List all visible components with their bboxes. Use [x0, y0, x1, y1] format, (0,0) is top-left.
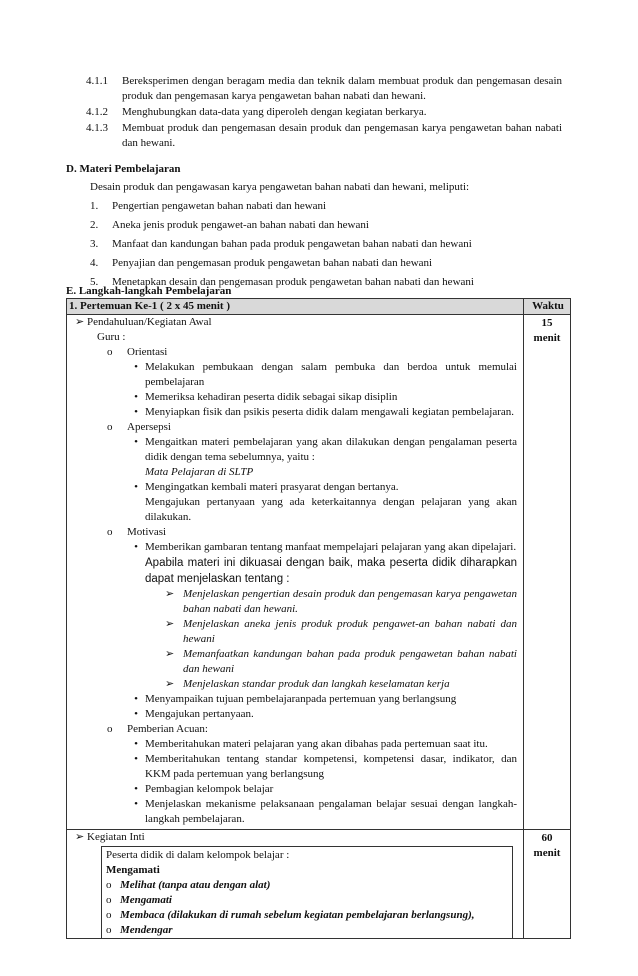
section-d-list	[90, 199, 550, 294]
list-item	[127, 752, 517, 782]
list-item	[90, 199, 550, 218]
list-item	[127, 480, 517, 525]
objective-text: Menghubungkan data-data yang diperoleh dengan kegiatan berkarya.	[122, 106, 427, 118]
orientasi-list	[73, 360, 517, 420]
list-item-number: 5.	[90, 276, 99, 288]
list-item-text: Penyajian dan pengemasan produk pengawetan bahan nabati dan hewani	[112, 257, 433, 269]
mengamati-heading: Mengamati	[106, 864, 160, 876]
objective-item	[86, 105, 562, 120]
inti-inner-box	[101, 846, 513, 938]
objective-number: 4.1.2	[86, 106, 108, 118]
list-item-text: Memanfaatkan kandungan bahan pada produk pengawetan bahan nabati dan hewani	[183, 648, 517, 675]
list-item-text: Mengajukan pertanyaan.	[145, 708, 254, 720]
dot-bullet-icon: •	[134, 738, 138, 750]
table-header-time: Waktu	[524, 299, 571, 315]
arrow-bullet-icon: ➢	[165, 618, 175, 630]
list-item	[106, 923, 508, 938]
orientasi-heading	[73, 345, 517, 360]
list-item-number: 2.	[90, 219, 99, 231]
list-item	[127, 692, 517, 707]
table-header-main: 1. Pertemuan Ke-1 ( 2 x 45 menit )	[67, 299, 524, 315]
circle-bullet-icon: o	[107, 526, 113, 538]
motivasi-list	[73, 540, 517, 587]
list-item-text	[145, 435, 517, 480]
motivasi-title: Motivasi	[127, 526, 167, 538]
inti-title: Kegiatan Inti	[87, 831, 145, 843]
dot-bullet-icon: •	[134, 481, 138, 493]
list-item	[106, 878, 508, 893]
list-item-text: Melakukan pembukaan dengan salam pembuka dan berdoa untuk memulai pembelajaran	[145, 361, 517, 388]
guru-label: Guru :	[97, 331, 126, 343]
list-item-text: Menjelaskan standar produk dan langkah keselamatan kerja	[183, 678, 450, 690]
list-item	[127, 707, 517, 722]
list-item-text: Menjelaskan aneka jenis produk produk pengawet-an bahan nabati dan hewani	[183, 618, 517, 645]
list-item	[90, 237, 550, 256]
list-item	[127, 390, 517, 405]
dot-bullet-icon: •	[134, 693, 138, 705]
list-item	[127, 435, 517, 480]
objective-text: Bereksperimen dengan beragam media dan teknik dalam membuat produk dan pengemasan desain produk dan pengemasan karya pengawetan bahan nabati dan hewani.	[122, 75, 562, 102]
apersepsi-b1-text: Mengaitkan materi pembelajaran yang akan dilakukan dengan pengalaman peserta didik dengan tema sebelumnya, yaitu :	[145, 436, 517, 463]
list-item-text: Menyiapkan fisik dan psikis peserta didik dalam mengawali kegiatan pembelajaran.	[145, 406, 514, 418]
list-item	[106, 893, 508, 908]
objective-item	[86, 74, 562, 104]
list-item	[127, 797, 517, 827]
circle-bullet-icon: o	[107, 346, 113, 358]
list-item	[73, 587, 517, 617]
motivasi-list-2	[73, 692, 517, 722]
dot-bullet-icon: •	[134, 798, 138, 810]
list-item-text: Memberitahukan tentang standar kompetensi, kompetensi dasar, indikator, dan KKM pada pertemuan yang berlangsung	[145, 753, 517, 780]
pendahuluan-time-cell	[524, 315, 571, 830]
list-item-number: 3.	[90, 238, 99, 250]
objective-number: 4.1.3	[86, 122, 108, 134]
inti-heading	[73, 830, 517, 845]
list-item	[127, 360, 517, 390]
list-item	[73, 647, 517, 677]
arrow-bullet-icon: ➢	[75, 316, 85, 328]
apersepsi-list	[73, 435, 517, 525]
list-item	[90, 256, 550, 275]
apersepsi-heading	[73, 420, 517, 435]
list-item-text: Aneka jenis produk pengawet-an bahan nabati dan hewani	[112, 219, 369, 231]
apersepsi-b2-extra: Mengajukan pertanyaan yang ada keterkaitannya dengan pelajaran yang akan dilakukan.	[145, 496, 517, 523]
motivasi-sub-list	[73, 587, 517, 692]
objectives-list	[86, 74, 562, 152]
dot-bullet-icon: •	[134, 753, 138, 765]
list-item-number: 1.	[90, 200, 99, 212]
circle-bullet-icon: o	[106, 909, 112, 921]
pendahuluan-cell	[67, 315, 524, 830]
list-item	[106, 908, 508, 923]
list-item-text: Pengertian pengawetan bahan nabati dan hewani	[112, 200, 327, 212]
list-item-text: Menjelaskan pengertian desain produk dan pengemasan karya pengawetan bahan nabati dan hewani.	[183, 588, 517, 615]
arrow-bullet-icon: ➢	[165, 648, 175, 660]
dot-bullet-icon: •	[134, 361, 138, 373]
table-row	[67, 830, 571, 939]
list-item-text: Melihat (tanpa atau dengan alat)	[120, 879, 271, 891]
table-header-row	[67, 299, 571, 315]
list-item-text: Pembagian kelompok belajar	[145, 783, 274, 795]
apersepsi-b2-text: Mengingatkan kembali materi prasyarat dengan bertanya.	[145, 481, 399, 493]
arrow-bullet-icon: ➢	[75, 831, 85, 843]
motivasi-b1-text: Memberikan gambaran tentang manfaat mempelajari pelajaran yang akan dipelajari.	[145, 541, 517, 553]
orientasi-title: Orientasi	[127, 346, 168, 358]
dot-bullet-icon: •	[134, 391, 138, 403]
time-unit: menit	[533, 847, 561, 859]
time-value: 15	[541, 317, 553, 329]
list-item-text: Menetapkan desain dan pengemasan produk pengawetan bahan nabati dan hewani	[112, 276, 474, 288]
dot-bullet-icon: •	[134, 406, 138, 418]
objective-text: Membuat produk dan pengemasan desain produk dan pengemasan karya pengawetan bahan nabati dan hewani.	[122, 122, 562, 149]
arrow-bullet-icon: ➢	[165, 588, 175, 600]
acuan-list	[73, 737, 517, 827]
list-item	[127, 540, 517, 587]
motivasi-b1-extra: Apabila materi ini dikuasai dengan baik, maka peserta didik diharapkan dapat menjelaskan tentang :	[145, 557, 517, 585]
dot-bullet-icon: •	[134, 783, 138, 795]
circle-bullet-icon: o	[106, 879, 112, 891]
list-item-text: Menyampaikan tujuan pembelajaranpada pertemuan yang berlangsung	[145, 693, 457, 705]
dot-bullet-icon: •	[134, 541, 138, 553]
pendahuluan-heading	[73, 315, 517, 330]
list-item-text	[145, 540, 517, 587]
time-value: 60	[541, 832, 553, 844]
inti-cell	[67, 830, 524, 939]
list-item	[90, 218, 550, 237]
list-item-text	[145, 480, 517, 525]
arrow-bullet-icon: ➢	[165, 678, 175, 690]
objective-number: 4.1.1	[86, 75, 108, 87]
section-d-title: D. Materi Pembelajaran	[66, 163, 181, 175]
learning-steps-table	[66, 298, 571, 939]
pendahuluan-title: Pendahuluan/Kegiatan Awal	[87, 316, 212, 328]
dot-bullet-icon: •	[134, 436, 138, 448]
circle-bullet-icon: o	[107, 421, 113, 433]
inti-intro: Peserta didik di dalam kelompok belajar :	[106, 849, 290, 861]
circle-bullet-icon: o	[106, 894, 112, 906]
circle-bullet-icon: o	[106, 924, 112, 936]
list-item	[127, 737, 517, 752]
apersepsi-title: Apersepsi	[127, 421, 171, 433]
motivasi-heading	[73, 525, 517, 540]
list-item-text: Memberitahukan materi pelajaran yang akan dibahas pada pertemuan saat itu.	[145, 738, 488, 750]
list-item-text: Memeriksa kehadiran peserta didik sebagai sikap disiplin	[145, 391, 398, 403]
circle-bullet-icon: o	[107, 723, 113, 735]
list-item	[73, 617, 517, 647]
list-item-text: Mendengar	[120, 924, 173, 936]
objective-item	[86, 121, 562, 151]
list-item	[127, 405, 517, 420]
list-item-text: Menjelaskan mekanisme pelaksanaan pengalaman belajar sesuai dengan langkah-langkah pembelajaran.	[145, 798, 517, 825]
inti-time-cell	[524, 830, 571, 939]
list-item	[127, 782, 517, 797]
list-item-number: 4.	[90, 257, 99, 269]
table-row	[67, 315, 571, 830]
list-item	[73, 677, 517, 692]
list-item-text: Manfaat dan kandungan bahan pada produk pengawetan bahan nabati dan hewani	[112, 238, 472, 250]
acuan-heading	[73, 722, 517, 737]
section-d-intro: Desain produk dan pengawasan karya pengawetan bahan nabati dan hewani, meliputi:	[90, 181, 470, 193]
time-unit: menit	[533, 332, 561, 344]
dot-bullet-icon: •	[134, 708, 138, 720]
section-e-title: E. Langkah-langkah Pembelajaran	[66, 285, 232, 297]
list-item-text: Membaca (dilakukan di rumah sebelum kegiatan pembelajaran berlangsung),	[120, 909, 475, 921]
apersepsi-subject: Mata Pelajaran di SLTP	[145, 466, 254, 478]
acuan-title: Pemberian Acuan:	[127, 723, 208, 735]
list-item-text: Mengamati	[120, 894, 172, 906]
